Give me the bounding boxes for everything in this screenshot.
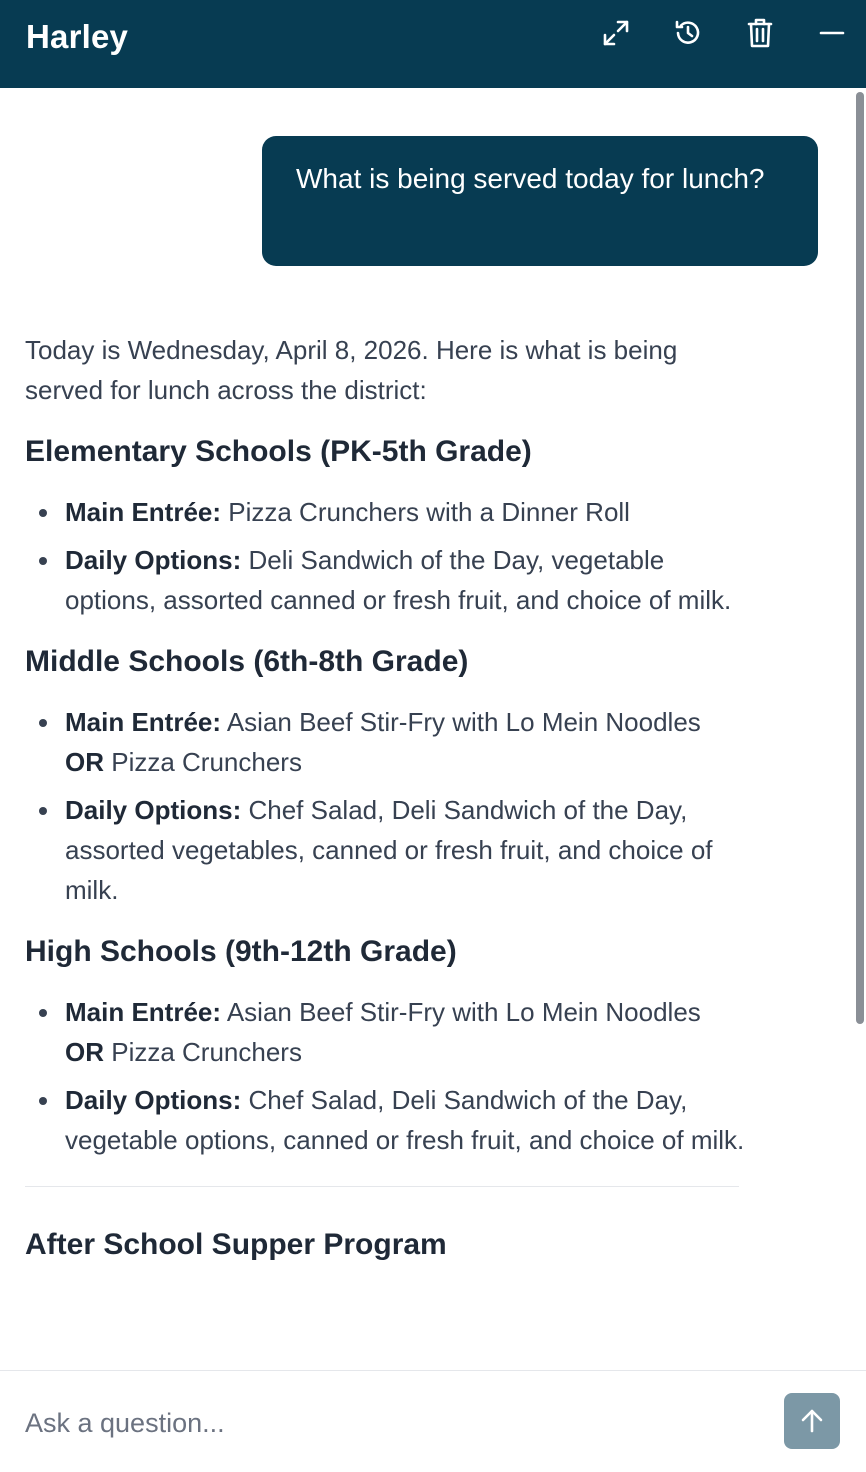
list-item: Daily Options: Deli Sandwich of the Day, vegetable options, assorted canned or fresh fruit, and choice of milk. — [25, 540, 745, 620]
expand-button[interactable] — [596, 13, 636, 53]
expand-icon — [601, 18, 631, 48]
question-input[interactable] — [25, 1401, 725, 1445]
list-item: Daily Options: Chef Salad, Deli Sandwich of the Day, vegetable options, canned or fresh fruit, and choice of milk. — [25, 1080, 745, 1160]
composer — [0, 1370, 866, 1472]
section-heading-elementary: Elementary Schools (PK-5th Grade) — [25, 435, 532, 468]
send-button[interactable] — [784, 1393, 840, 1449]
user-message: What is being served today for lunch? — [262, 136, 818, 266]
section-heading-high: High Schools (9th-12th Grade) — [25, 935, 457, 968]
list-item: Main Entrée: Asian Beef Stir-Fry with Lo Mein Noodles OR Pizza Crunchers — [25, 992, 745, 1072]
history-icon — [673, 18, 703, 48]
elementary-list — [25, 492, 745, 620]
high-list — [25, 992, 745, 1160]
section-heading-supper: After School Supper Program — [25, 1228, 447, 1261]
delete-button[interactable] — [740, 13, 780, 53]
section-heading-middle: Middle Schools (6th-8th Grade) — [25, 645, 469, 678]
chat-header — [0, 0, 866, 88]
assistant-intro: Today is Wednesday, April 8, 2026. Here is what is being served for lunch across the district: — [25, 335, 678, 405]
scrollbar-thumb[interactable] — [856, 92, 864, 1024]
chat-title: Harley — [26, 18, 129, 55]
divider — [25, 1186, 739, 1187]
history-button[interactable] — [668, 13, 708, 53]
message-list[interactable] — [0, 88, 866, 1370]
minimize-button[interactable] — [812, 13, 852, 53]
assistant-message — [25, 330, 745, 1285]
trash-icon — [746, 17, 774, 49]
list-item: Main Entrée: Asian Beef Stir-Fry with Lo Mein Noodles OR Pizza Crunchers — [25, 702, 745, 782]
arrow-up-icon — [798, 1407, 826, 1435]
scrollbar[interactable] — [854, 92, 866, 1024]
middle-list — [25, 702, 745, 910]
list-item: Main Entrée: Pizza Crunchers with a Dinner Roll — [25, 492, 745, 532]
list-item: Daily Options: Chef Salad, Deli Sandwich of the Day, assorted vegetables, canned or fresh fruit, and choice of milk. — [25, 790, 745, 910]
minimize-icon — [819, 18, 845, 48]
